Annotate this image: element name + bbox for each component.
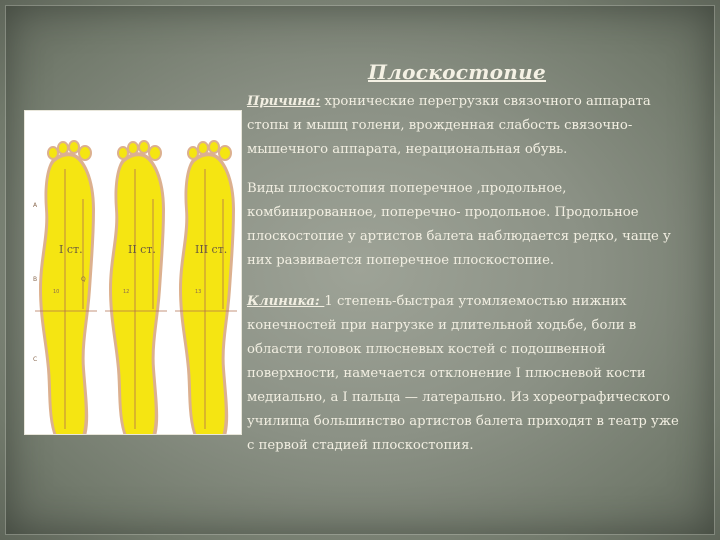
- degree-label-3: III ст.: [195, 243, 228, 256]
- point-label-c: C: [33, 356, 38, 363]
- scale-tick-3: 13: [195, 289, 202, 295]
- point-label-b: B: [33, 276, 38, 283]
- point-label-a: A: [33, 202, 38, 209]
- clinic-paragraph: [247, 290, 687, 458]
- degree-label-1: I ст.: [59, 243, 83, 256]
- foot-degree-1: [35, 141, 97, 434]
- types-text: Виды плоскостопия поперечное ,продольное, комбинированное, поперечно- продольное. Продольное плоскостопие у артистов балета наблюдается редко, чаще у них развивается поперечное плоскостопие.: [247, 181, 671, 268]
- degree-label-2: II ст.: [128, 243, 156, 256]
- clinic-label: Клиника:: [247, 294, 325, 309]
- foot-diagram-figure: [24, 110, 242, 435]
- slide-title: Плоскостопие: [368, 60, 547, 84]
- clinic-text: 1 степень-быстрая утомляемостью нижних конечностей при нагрузке и длительной ходьбе, боли в области головок плюсневых костей с подошвенной поверхности, намечается отклонение I плюсневой кости медиально, а I пальца — латерально. Из хореографического училища большинство артистов балета приходят в театр уже с первой стадией плоскостопия.: [247, 294, 679, 453]
- foot-degree-3: [175, 141, 237, 434]
- cause-paragraph: [247, 90, 687, 162]
- scale-tick-1: 10: [53, 289, 60, 295]
- cause-text: хронические перегрузки связочного аппарата стопы и мышц голени, врожденная слабость связочно-мышечного аппарата, нерациональная обувь.: [247, 94, 651, 157]
- foot-degree-2: [105, 141, 167, 434]
- cause-label: Причина:: [247, 94, 321, 109]
- scale-tick-2: 12: [123, 289, 130, 295]
- point-label-q: Q: [81, 276, 86, 283]
- foot-diagram: [25, 111, 241, 434]
- types-paragraph: [247, 177, 687, 273]
